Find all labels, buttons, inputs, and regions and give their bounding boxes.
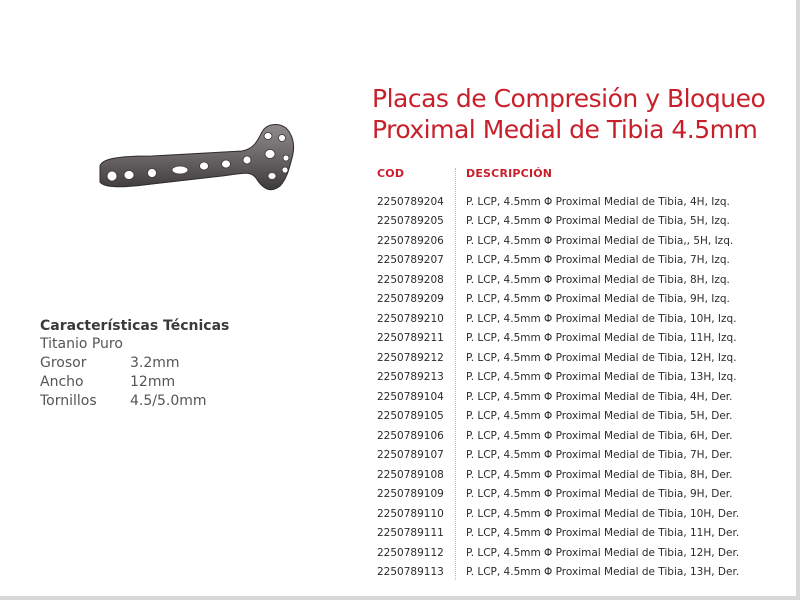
product-description: P. LCP, 4.5mm Φ Proximal Medial de Tibia, 8H, Izq. [466,273,730,286]
table-row [377,329,777,349]
product-description: P. LCP, 4.5mm Φ Proximal Medial de Tibia, 10H, Izq. [466,312,737,325]
spec-row-tornillos [40,392,229,411]
product-code: 2250789108 [377,468,444,481]
column-header-descripcion: DESCRIPCIÓN [466,167,553,180]
table-row [377,251,777,271]
technical-specs [40,318,229,411]
product-code: 2250789113 [377,566,444,579]
table-row [377,231,777,251]
table-row [377,504,777,524]
table-row [377,426,777,446]
product-description: P. LCP, 4.5mm Φ Proximal Medial de Tibia, 4H, Der. [466,390,733,403]
product-code: 2250789208 [377,273,444,286]
spec-row-ancho [40,373,229,392]
product-code: 2250789109 [377,488,444,501]
table-row [377,387,777,407]
table-row [377,446,777,466]
product-description: P. LCP, 4.5mm Φ Proximal Medial de Tibia, 11H, Der. [466,527,740,540]
table-row [377,290,777,310]
product-code: 2250789106 [377,429,444,442]
product-code: 2250789212 [377,351,444,364]
title-line-2: Proximal Medial de Tibia 4.5mm [372,115,758,144]
table-row [377,309,777,329]
page-title [372,83,792,145]
product-description: P. LCP, 4.5mm Φ Proximal Medial de Tibia, 12H, Der. [466,546,740,559]
product-table [377,192,777,582]
table-row [377,563,777,583]
specs-material: Titanio Puro [40,336,123,352]
product-code: 2250789105 [377,410,444,423]
spec-row-grosor [40,354,229,373]
table-row [377,270,777,290]
product-code: 2250789111 [377,527,444,540]
product-description: P. LCP, 4.5mm Φ Proximal Medial de Tibia, 6H, Der. [466,429,733,442]
table-row [377,543,777,563]
bone-plate-icon [92,118,304,204]
product-description: P. LCP, 4.5mm Φ Proximal Medial de Tibia, 7H, Der. [466,449,733,462]
product-description: P. LCP, 4.5mm Φ Proximal Medial de Tibia, 5H, Der. [466,410,733,423]
spec-value: 12mm [130,374,176,390]
product-description: P. LCP, 4.5mm Φ Proximal Medial de Tibia, 7H, Izq. [466,254,730,267]
product-code: 2250789112 [377,546,444,559]
product-code: 2250789213 [377,371,444,384]
product-code: 2250789206 [377,234,444,247]
product-code: 2250789211 [377,332,444,345]
table-row [377,348,777,368]
column-header-cod: COD [377,167,405,180]
product-code: 2250789107 [377,449,444,462]
product-code: 2250789205 [377,215,444,228]
table-row [377,368,777,388]
product-code: 2250789110 [377,507,444,520]
product-code: 2250789204 [377,195,444,208]
table-row [377,212,777,232]
table-row [377,485,777,505]
product-description: P. LCP, 4.5mm Φ Proximal Medial de Tibia, 5H, Izq. [466,215,730,228]
title-line-1: Placas de Compresión y Bloqueo [372,84,766,113]
product-description: P. LCP, 4.5mm Φ Proximal Medial de Tibia, 8H, Der. [466,468,733,481]
specs-title: Características Técnicas [40,318,230,334]
table-row [377,465,777,485]
product-code: 2250789209 [377,293,444,306]
product-description: P. LCP, 4.5mm Φ Proximal Medial de Tibia, 13H, Der. [466,566,740,579]
product-description: P. LCP, 4.5mm Φ Proximal Medial de Tibia, 9H, Izq. [466,293,730,306]
product-code: 2250789207 [377,254,444,267]
product-description: P. LCP, 4.5mm Φ Proximal Medial de Tibia, 12H, Izq. [466,351,737,364]
product-description: P. LCP, 4.5mm Φ Proximal Medial de Tibia, 10H, Der. [466,507,740,520]
product-description: P. LCP, 4.5mm Φ Proximal Medial de Tibia,, 5H, Izq. [466,234,734,247]
spec-value: 3.2mm [130,355,180,371]
product-code: 2250789104 [377,390,444,403]
product-description: P. LCP, 4.5mm Φ Proximal Medial de Tibia, 13H, Izq. [466,371,737,384]
product-description: P. LCP, 4.5mm Φ Proximal Medial de Tibia, 9H, Der. [466,488,733,501]
spec-label: Tornillos [40,393,97,409]
spec-value: 4.5/5.0mm [130,393,207,409]
table-row [377,192,777,212]
product-description: P. LCP, 4.5mm Φ Proximal Medial de Tibia, 4H, Izq. [466,195,730,208]
table-row [377,524,777,544]
product-code: 2250789210 [377,312,444,325]
spec-label: Ancho [40,374,84,390]
spec-label: Grosor [40,355,87,371]
product-description: P. LCP, 4.5mm Φ Proximal Medial de Tibia, 11H, Izq. [466,332,737,345]
table-row [377,407,777,427]
